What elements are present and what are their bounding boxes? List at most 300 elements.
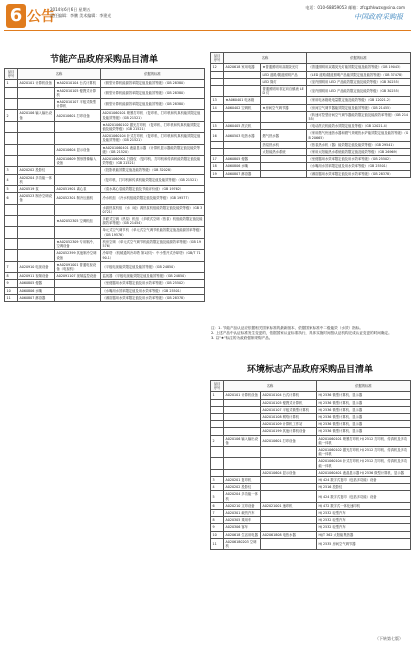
table-cell [5, 133, 18, 144]
table-cell [211, 414, 224, 421]
table-cell: 5 [211, 491, 224, 502]
table-row [211, 458, 411, 469]
table-cell: 7 [5, 261, 18, 272]
table-cell: 热泵热水机 [261, 141, 307, 148]
table-cell: HJ 2536 微型计算机、显示器 [317, 421, 411, 428]
table-cell: A02010601 打印设备 [55, 110, 101, 121]
table-cell: 《淋浴器用水效率限定值及用水效率等级》（GB 28378） [101, 294, 205, 301]
table-cell [224, 78, 261, 85]
table-cell: 12 [211, 64, 224, 71]
env-table [210, 380, 411, 550]
table-cell: A060405 洗衣机 [224, 123, 261, 130]
table-cell [261, 123, 307, 130]
table-cell: A060807 淋浴器 [224, 170, 261, 177]
table-cell: A060806 水嘴 [18, 287, 55, 294]
table-cell: ★A02091001 普通电视设备（电视机） [55, 261, 101, 272]
table-cell: 《坐便器用水效率限定值及用水效率等级》（GB 25502） [101, 280, 205, 287]
table-row [211, 406, 411, 413]
table-cell [224, 428, 261, 435]
table-row [211, 111, 411, 122]
table-cell [18, 227, 55, 238]
table-cell: ★A0201060102 激光打印机 《复印机、打印机和传真机能效限定值及能效等级》（GB 21521） [101, 121, 205, 132]
table-cell [55, 287, 101, 294]
table-row [211, 64, 411, 71]
table-cell: A02052301 制冷压缩机 [55, 193, 101, 204]
table-row [211, 484, 411, 491]
table-cell: HJ 472 数字式一体化速印机 [317, 502, 411, 509]
column-header: 品目序号 [211, 53, 224, 64]
table-cell: 冷却塔 《机械通风冷却塔 第1部分：中小型开式冷却塔》（GB/T 7190.1） [101, 250, 205, 261]
table-cell: LED 筒灯 [261, 78, 307, 85]
table-row [211, 469, 411, 476]
table-cell: A020202 投影仪 [224, 484, 261, 491]
table-cell: 《转速可控型房间空气调节器能效限定值及能源效率等级》（GB 21455） [307, 111, 411, 122]
table-cell [5, 156, 18, 167]
table-cell: A020305 乘用车 [224, 517, 261, 524]
table-row [211, 104, 411, 111]
table-row [5, 294, 205, 301]
table-cell: A02021001 速印机 [261, 502, 317, 509]
table-row [211, 123, 411, 130]
table-cell: 太阳能热水系统 [261, 149, 307, 156]
table-row [211, 86, 411, 97]
table-cell [5, 250, 18, 261]
table-row [211, 130, 411, 141]
header-rule [4, 30, 411, 31]
table-cell: 冷水机组 《冷水机组能效限定值及能效等级》（GB 19577） [101, 193, 205, 204]
table-cell [55, 227, 101, 238]
table-cell [55, 280, 101, 287]
table-cell: A0201060101 喷墨打印机 《复印机、打印机和传真机能效限定值及能效等级》（GB 21521） [101, 110, 205, 121]
table-cell: 《室内照明用 LED 产品能效限定值及能效等级》（GB 30255） [307, 86, 411, 97]
table-cell [261, 458, 317, 469]
table-row [211, 149, 411, 156]
table-row [211, 421, 411, 428]
table-cell: A060806 水嘴 [224, 163, 261, 170]
table-cell: 4 [211, 484, 224, 491]
table-cell [18, 216, 55, 227]
table-cell [224, 141, 261, 148]
table-cell [224, 86, 261, 97]
table-row [5, 87, 205, 98]
table-cell [224, 414, 261, 421]
column-header: 品目序号 [211, 381, 224, 392]
table-row [211, 141, 411, 148]
table-cell [55, 174, 101, 185]
header-brand: 中国政府采购报 [354, 13, 403, 21]
table-cell [18, 99, 55, 110]
table-cell [55, 133, 101, 144]
table-header-row [211, 53, 411, 64]
table-cell: A02010109 计算机工作站 [261, 421, 317, 428]
table-cell: A0201060102 激光打印机 HJ 2512 打印机、传真机及多功能一体机 [317, 447, 411, 458]
header-contact: 电话：010-68859053 邮箱：zfcgzhkwzx@sina.com [305, 5, 405, 10]
table-cell [18, 238, 55, 249]
table-cell: 《淋浴器用水效率限定值及用水效率等级》（GB 28378） [307, 170, 411, 177]
table-row [211, 435, 411, 446]
table-cell: HJ 424 数字式复印（包括多功能）设备 [317, 491, 411, 502]
table-cell: A020201 复印机 [224, 477, 261, 484]
table-cell: 《房间空气调节器能效限定值及能效等级》（GB 21455） [307, 104, 411, 111]
table-row [5, 144, 205, 155]
table-header-row [211, 381, 411, 392]
table-cell: 4 [5, 174, 18, 185]
table-cell [5, 216, 18, 227]
table-row [211, 170, 411, 177]
table-cell: 《微型计算机能源效率限定值及能效等级》（GB 28380） [101, 80, 205, 87]
table-cell: A020204 多功能一体机 [224, 491, 261, 502]
table-cell [224, 149, 261, 156]
column-header: 依据的标准 [317, 381, 411, 392]
table-row [5, 133, 205, 144]
table-cell: HJ 2536 微型计算机、显示器 [317, 414, 411, 421]
table-cell: 燃气热水器 [261, 130, 307, 141]
env-title: 环境标志产品政府采购品目清单 [246, 365, 373, 375]
table-row [5, 174, 205, 185]
table-cell: A02010604 显示设备 [55, 144, 101, 155]
table-cell [261, 517, 317, 524]
table-cell: 16 [211, 130, 224, 141]
table-cell [18, 204, 55, 215]
table-cell: A02010601 打印设备 [261, 435, 317, 446]
table-cell [261, 524, 317, 531]
table-row [5, 280, 205, 287]
table-cell: A02010108 网络计算机 [261, 414, 317, 421]
table-cell: A020911 视频设备 [18, 273, 55, 280]
table-row [211, 163, 411, 170]
table-cell: 单元式空气调节机 《单元式空气调节机能效限定值及能源效率等级》（GB 19576） [101, 227, 205, 238]
table-row [211, 502, 411, 509]
table-cell: ★A02052305 空调机组 [55, 216, 101, 227]
table-cell [5, 121, 18, 132]
table-cell: 《家用太阳能热水系统能效限定值及能效等级》（GB 26969） [307, 149, 411, 156]
table-cell: 10 [5, 287, 18, 294]
table-row [5, 186, 205, 193]
table-row [211, 538, 411, 549]
table-cell: A020210 文印设备 [224, 502, 261, 509]
table-row [5, 216, 205, 227]
table-cell: ★A02010104 台式计算机 [55, 80, 101, 87]
table-cell: 19 [211, 170, 224, 177]
table-row [211, 97, 411, 104]
page-header [0, 0, 415, 46]
column-header: 依据的标准 [307, 53, 411, 64]
logo-text: 公告 [27, 9, 55, 25]
table-row [5, 121, 205, 132]
table-cell: 《普通照明用双端荧光灯能效限定值及能效等级》（GB 19043） [307, 64, 411, 71]
table-cell [5, 144, 18, 155]
table-cell [18, 144, 55, 155]
note-line: 3. 以"★"标注的为政府强制采购产品。 [211, 336, 273, 340]
table-cell: 11 [5, 294, 18, 301]
table-row [5, 227, 205, 238]
table-cell [211, 447, 224, 458]
table-row [211, 447, 411, 458]
header-editors: 责任编辑：李鹏 美术编辑：李建光 [50, 13, 112, 18]
table-cell [211, 71, 224, 78]
table-row [5, 273, 205, 280]
table-cell: 7 [211, 510, 224, 517]
continued-note: （下转第七版） [375, 636, 403, 641]
table-cell [55, 167, 101, 174]
table-cell: A060807 淋浴器 [18, 294, 55, 301]
table-cell: A020519 泵 [18, 186, 55, 193]
table-row [211, 510, 411, 517]
table-cell: 9 [5, 280, 18, 287]
table-cell: 《电动洗衣机能效水效限定值及等级》（GB 12021.4） [307, 123, 411, 130]
table-cell: 水源热泵机组 《水（地）源热泵机组能效限定值及能效等级》（GB 30721） [101, 204, 205, 215]
table-cell [261, 510, 317, 517]
table-cell: 《家用电冰箱耗电量限定值及能效等级》（GB 12021.2） [307, 97, 411, 104]
column-header: 品目序号 [5, 69, 18, 80]
column-header: 名称 [224, 381, 317, 392]
table-cell: 普通照明用非定向自镇流 LED 灯 [261, 86, 307, 97]
table-cell: A020618 家用电器 [224, 64, 261, 71]
table-cell: HJ 2536 微型计算机、显示器 [317, 428, 411, 435]
table-header-row [5, 69, 205, 80]
table-cell [211, 111, 224, 122]
table-row [5, 204, 205, 215]
table-cell: 8 [211, 517, 224, 524]
table-row [5, 261, 205, 272]
table-cell: 《复印机、打印机和传真机能效限定值及能效等级》（GB 21521） [101, 174, 205, 185]
table-row [5, 99, 205, 110]
table-cell: 监视器 《平板电视能效限定值及能效等级》（GB 24850） [101, 273, 205, 280]
table-cell [55, 294, 101, 301]
table-cell: A0201060104 针式打印机 HJ 2512 打印机、传真机及多功能一体机 [317, 458, 411, 469]
table-cell: 1 [5, 80, 18, 87]
table-cell [211, 149, 224, 156]
table-cell: 3 [211, 477, 224, 484]
table-cell: 《投影机能效限定值及能效等级》（GB 32028） [101, 167, 205, 174]
table-cell: 1 [211, 392, 224, 399]
table-cell: 8 [5, 273, 18, 280]
column-header: 依据的标准 [101, 69, 205, 80]
table-cell: 15 [211, 123, 224, 130]
table-row [5, 110, 205, 121]
table-cell [261, 111, 307, 122]
note-line: 2. 上述产品中认证标准发生变更的，依据国家认证标准执行，具体实施时间按认证机构完成认证变更的时间确定。 [211, 331, 392, 335]
table-cell: A0206180203 空调机 [224, 538, 261, 549]
table-cell: A02051901 离心泵 [55, 186, 101, 193]
table-cell [211, 469, 224, 476]
table-cell: A02052399 其他制冷空调设备 [55, 250, 101, 261]
table-cell: LED 道路/隧道照明产品 [261, 71, 307, 78]
table-cell [211, 86, 224, 97]
table-cell: A020202 投影仪 [18, 167, 55, 174]
table-cell: 10 [211, 531, 224, 538]
table-row [5, 250, 205, 261]
table-cell [261, 163, 307, 170]
table-cell: 6 [5, 193, 18, 204]
table-cell: 3 [5, 167, 18, 174]
table-cell: A02010609 图形图像输入设备 [55, 156, 101, 167]
table-cell: A02010199 其他计算机设备 [261, 428, 317, 435]
energy-table-left [4, 68, 205, 302]
table-cell: ★A02010105 便携式计算机 [55, 87, 101, 98]
table-row [211, 524, 411, 531]
table-cell: 11 [211, 538, 224, 549]
table-cell: A020523 制冷空调设备 [18, 193, 55, 204]
table-cell: A02061808 电热水器 [261, 531, 317, 538]
table-cell: A020101 计算机设备 [224, 392, 261, 399]
table-cell [211, 78, 224, 85]
table-cell [18, 121, 55, 132]
table-cell: A020301 载货汽车 [224, 510, 261, 517]
table-cell: A0201060104 针式打印机 《复印机、打印机和传真机能效限定值及能效等级》（GB 21521） [101, 133, 205, 144]
table-cell [224, 406, 261, 413]
header-date: 2014年6月6日 星期五 [50, 7, 91, 12]
table-cell: A02091107 视频监控设备 [55, 273, 101, 280]
table-cell: HJ 2532 轻型汽车 [317, 510, 411, 517]
table-cell: A060503 电热水器 [224, 130, 261, 141]
table-cell: 《微型计算机能源效率限定值及能效等级》（GB 28380） [101, 87, 205, 98]
left-title: 节能产品政府采购品目清单 [49, 55, 158, 65]
table-cell: 多联式空调（热泵）机组 《多联式空调（热泵）机组能效限定值及能源效率等级》（GB 21454） [101, 216, 205, 227]
table-cell [224, 399, 261, 406]
table-cell: 5 [5, 186, 18, 193]
table-cell: 《平板电视能效限定值及能效等级》（GB 24850） [101, 261, 205, 272]
table-cell [261, 477, 317, 484]
table-row [211, 491, 411, 502]
table-cell [224, 71, 261, 78]
table-row [211, 71, 411, 78]
table-row [211, 78, 411, 85]
table-cell [261, 484, 317, 491]
table-cell: HJ 2536 微型计算机、显示器 [317, 406, 411, 413]
table-cell [224, 458, 261, 469]
table-row [211, 156, 411, 163]
table-cell: ★A060401 电冰箱 [224, 97, 261, 104]
table-cell: A060402 空调机 [224, 104, 261, 111]
table-cell [261, 97, 307, 104]
table-cell: A060805 便器 [224, 156, 261, 163]
table-cell: HJ 424 数字式复印（包括多功能）设备 [317, 477, 411, 484]
table-cell: 《水嘴用水效率限定值及用水效率等级》（GB 25501） [307, 163, 411, 170]
table-cell [18, 133, 55, 144]
table-cell: HJ 2532 轻型汽车 [317, 517, 411, 524]
table-cell: 13 [211, 97, 224, 104]
table-row [211, 392, 411, 399]
table-cell [5, 204, 18, 215]
table-cell: 机房空调 《单元式空气调节机能效限定值及能源效率等级》（GB 19576） [101, 238, 205, 249]
table-cell: 《室内照明用 LED 产品能效限定值及能效等级》（GB 30255） [307, 78, 411, 85]
table-cell: A0201060901 扫描仪 《复印机、打印机和传真机能效限定值及能效等级》（GB 21521） [101, 156, 205, 167]
table-cell [5, 238, 18, 249]
table-cell: A0201060101 喷墨打印机 HJ 2512 打印机、传真机及多功能一体机 [317, 435, 411, 446]
table-cell [211, 458, 224, 469]
table-row [5, 80, 205, 87]
column-header: 名称 [18, 69, 101, 80]
table-cell: A02010107 平板式微型计算机 [261, 406, 317, 413]
table-cell: A0201060401 液晶显示器 HJ 2536 微型计算机、显示器 [317, 469, 411, 476]
table-cell: HJ 2536 微型计算机、显示器 [317, 392, 411, 399]
column-header: 名称 [224, 53, 307, 64]
table-cell: 2 [5, 110, 18, 121]
table-cell [211, 399, 224, 406]
table-cell: 《LED 道路/隧道照明产品能效限定值及能效等级》（GB 37478） [307, 71, 411, 78]
table-cell: 14 [211, 104, 224, 111]
table-cell: ★普通照明用双端荧光灯 [261, 64, 307, 71]
table-cell: 《坐便器用水效率限定值及用水效率等级》（GB 25502） [307, 156, 411, 163]
table-cell: A02010104 台式计算机 [261, 392, 317, 399]
table-cell: HJ 2532 轻型汽车 [317, 524, 411, 531]
table-cell: 《微型计算机能源效率限定值及能效等级》（GB 28380） [101, 99, 205, 110]
table-row [211, 477, 411, 484]
table-cell: HJ 2535 房间空气调节器 [317, 538, 411, 549]
table-cell: 17 [211, 156, 224, 163]
table-cell [224, 447, 261, 458]
table-cell: HJ/T 362 太阳能集热器 [317, 531, 411, 538]
table-cell [18, 156, 55, 167]
table-cell: HJ 2516 投影仪 [317, 484, 411, 491]
table-cell [211, 406, 224, 413]
table-cell [261, 538, 317, 549]
table-row [211, 414, 411, 421]
logo-badge: 6 [6, 4, 26, 28]
table-cell: HJ 2536 微型计算机、显示器 [317, 399, 411, 406]
table-cell: 9 [211, 524, 224, 531]
table-cell: ★A02052309 专用制冷、空调设备 [55, 238, 101, 249]
table-cell: 《清水离心泵能效限定值及节能评价值》（GB 19762） [101, 186, 205, 193]
table-cell: A02010604 显示设备 [261, 469, 317, 476]
table-cell: ★A0201060401 液晶显示器 《计算机显示器能效限定值及能效等级》（GB 21520） [101, 144, 205, 155]
table-cell [224, 469, 261, 476]
table-cell: A02010105 便携式计算机 [261, 399, 317, 406]
table-cell [211, 428, 224, 435]
table-row [5, 167, 205, 174]
table-cell: 《家用燃气快速热水器和燃气采暖热水炉能效限定值及能效等级》（GB 20665） [307, 130, 411, 141]
table-cell: 《水嘴用水效率限定值及用水效率等级》（GB 25501） [101, 287, 205, 294]
table-row [211, 428, 411, 435]
table-cell [261, 170, 307, 177]
table-cell [18, 87, 55, 98]
table-cell [5, 227, 18, 238]
table-cell [18, 250, 55, 261]
table-cell [224, 421, 261, 428]
table-cell: A020910 电视设备 [18, 261, 55, 272]
table-cell: A020618 生活用电器 [224, 531, 261, 538]
energy-table-right [210, 52, 411, 178]
table-row [5, 287, 205, 294]
table-cell [261, 447, 317, 458]
table-cell: ★A02010107 平板式微型计算机 [55, 99, 101, 110]
table-row [211, 399, 411, 406]
table-cell [261, 156, 307, 163]
table-cell: 18 [211, 163, 224, 170]
table-cell [224, 111, 261, 122]
note-line: 注：1. 节能产品认证应依据相关国家标准的最新版本，依据国家标准中二级能效（水效）指标。 [211, 326, 363, 330]
table-cell: 2 [211, 435, 224, 446]
notes [211, 326, 409, 341]
table-cell [5, 99, 18, 110]
table-row [5, 238, 205, 249]
table-cell [55, 204, 101, 215]
table-cell: A020306 客车 [224, 524, 261, 531]
table-cell: 6 [211, 502, 224, 509]
table-row [5, 156, 205, 167]
table-cell: A020106 输入输出设备 [224, 435, 261, 446]
table-cell: A020106 输入输出设备 [18, 110, 55, 121]
table-row [211, 517, 411, 524]
table-cell: ★房间空气调节器 [261, 104, 307, 111]
table-cell: A060805 便器 [18, 280, 55, 287]
table-cell: 《热泵热水机（器）能效限定值及能效等级》（GB 29541） [307, 141, 411, 148]
table-cell [211, 421, 224, 428]
table-row [211, 531, 411, 538]
table-cell [211, 141, 224, 148]
table-cell [261, 491, 317, 502]
